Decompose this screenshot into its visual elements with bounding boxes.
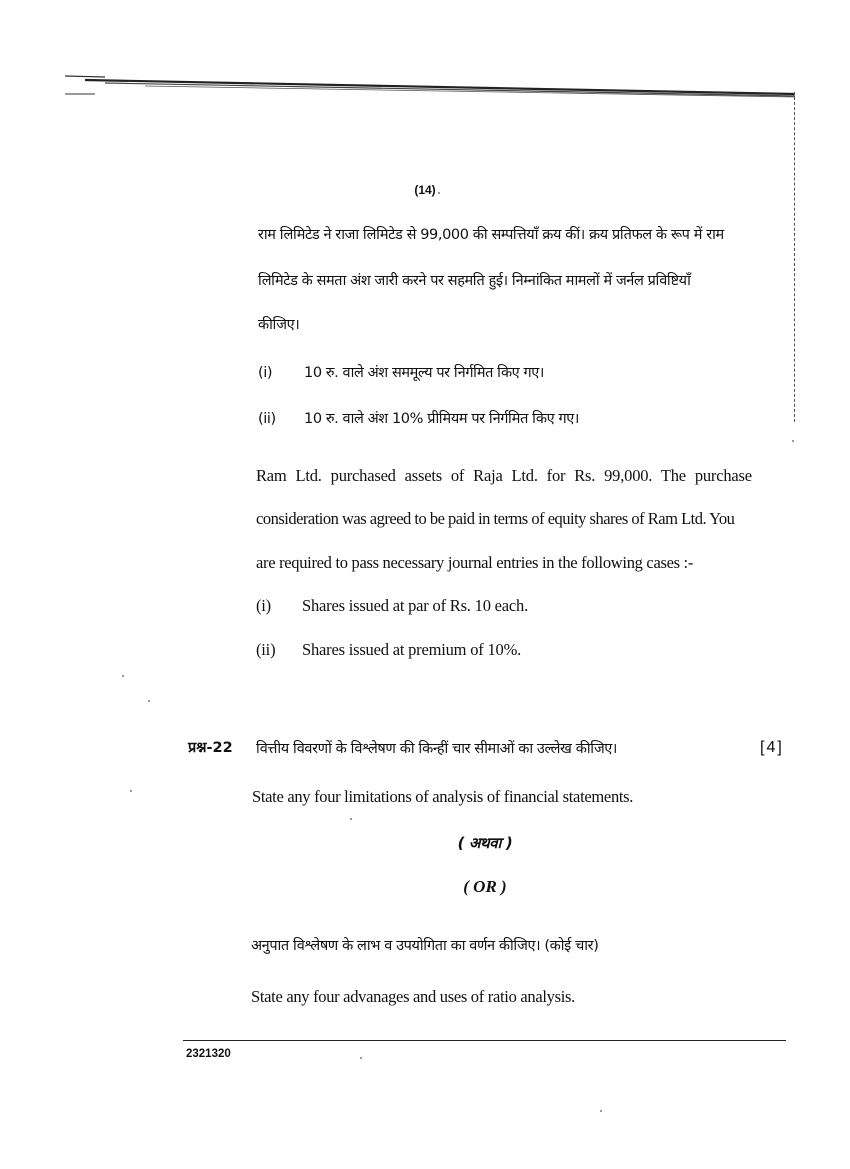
marks-badge: [4]	[760, 739, 784, 756]
q21-hindi-case-2	[258, 408, 579, 428]
or-separator-hindi: ( अथवा )	[457, 834, 513, 852]
scan-speck	[600, 1110, 602, 1112]
page-number: (14)	[414, 183, 436, 197]
scan-page-edge	[786, 92, 795, 422]
case-number: (i)	[258, 365, 273, 381]
case-number: (i)	[256, 596, 271, 615]
scan-speck	[360, 1057, 362, 1059]
case-text: 10 रु. वाले अंश सममूल्य पर निर्गमित किए गए।	[304, 365, 544, 381]
q21-hindi-line-3: कीजिए।	[258, 317, 300, 333]
q21-english-case-2	[256, 640, 521, 660]
scan-speck	[122, 675, 124, 677]
footer-rule	[183, 1040, 786, 1041]
scan-speck	[350, 818, 352, 820]
scan-speck	[438, 192, 440, 194]
q21-english-case-1	[256, 596, 528, 616]
q21-hindi-line-2: लिमिटेड के समता अंश जारी करने पर सहमति हुई। निम्नांकित मामलों में जर्नल प्रविष्टियाँ	[258, 273, 691, 289]
or-separator-english: ( OR )	[463, 877, 507, 896]
q22-english-question: State any four limitations of analysis of financial statements.	[252, 787, 634, 806]
scan-header-rule	[65, 72, 795, 102]
q22-hindi-question: वित्तीय विवरणों के विश्लेषण की किन्हीं चार सीमाओं का उल्लेख कीजिए।	[256, 741, 618, 757]
scan-speck	[792, 440, 794, 442]
q22-alt-hindi: अनुपात विश्लेषण के लाभ व उपयोगिता का वर्णन कीजिए। (कोई चार)	[251, 938, 599, 954]
case-number: (ii)	[258, 411, 276, 427]
case-text: Shares issued at premium of 10%.	[302, 640, 522, 659]
case-number: (ii)	[256, 640, 276, 659]
q21-english-line-1: Ram Ltd. purchased assets of Raja Ltd. for Rs. 99,000. The purchase	[256, 466, 752, 485]
q21-hindi-line-1: राम लिमिटेड ने राजा लिमिटेड से 99,000 की सम्पत्तियाँ क्रय कीं। क्रय प्रतिफल के रूप में राम	[258, 227, 724, 243]
q22-alt-english: State any four advanages and uses of ratio analysis.	[251, 987, 575, 1006]
q21-english-line-3: are required to pass necessary journal entries in the following cases :-	[256, 553, 694, 572]
scan-speck	[130, 790, 132, 792]
q21-hindi-case-1	[258, 362, 544, 382]
q21-english-line-2: consideration was agreed to be paid in terms of equity shares of Ram Ltd. You	[256, 509, 735, 528]
case-text: Shares issued at par of Rs. 10 each.	[302, 596, 529, 615]
paper-code: 2321320	[186, 1048, 231, 1060]
question-22-label: प्रश्न-22	[188, 740, 233, 756]
scan-speck	[148, 700, 150, 702]
case-text: 10 रु. वाले अंश 10% प्रीमियम पर निर्गमित किए गए।	[304, 411, 579, 427]
